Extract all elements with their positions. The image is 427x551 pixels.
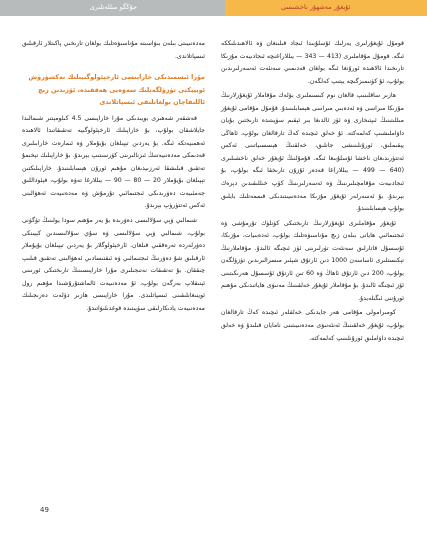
paragraph: قومۇل ئۇيغۇرلىرى يەرلىك ئۇسلۇبىدا ئىجاد قىلىنغان ۋە ئالاھىدىلىككە ئىگە. قومۇل مۇقاملىرى (413 — 343 — يىللار)غىچە ئىجادىيەت مۇزىكا تارىخىدا ئالاھىدە ئورۇنغا ئىگە بولغان قەدىمىي سەنئەت ئەسەرلىرىدىن بولۇپ، ئۇ كۈنىمىزگىچە يېتىپ كەلگەن. (221, 40, 405, 85)
section-heading: مۇرا ئىسمىدىكى خاراپىسى ئارخېئولوگىيىلىك تەكشۈرۈش ئوبيېكتى تۈزۈلگەنلىك سەۋەبى ھەققىدە، ئۆزىدىن زىچ ئاللىقاچان بولغانلىقى ئىسپاتلاندى (28, 73, 205, 107)
paragraph: ئۇيغۇر مۇقاملىرى ئۇيغۇرلارنىڭ تارىختىكى كۈنلۈك تۇرمۇشى ۋە ئىجتىمائىي ھاياتى بىلەن زىچ مۇناسىۋەتلىك بولۇپ، ئەدەبىيات، مۇزىكا، ئۇسسۇل قاتارلىق سەنئەت تۈرلىرىنى ئۆز ئىچىگە ئالىدۇ. مۇقاملارنىڭ تېكىستلىرى ئاساسەن 1000 دىن ئارتۇق شېئىر مىسرالىرىدىن تۈزۈلگەن بولۇپ، 200 دىن ئارتۇق ئاھاڭ ۋە 60 تىن ئارتۇق ئۇسسۇل ھەرىكىتىنى ئۆز ئىچىگە ئالىدۇ. بۇ مۇقاملار ئۇيغۇر خەلقىنىڭ مەنىۋى ھاياتىدىكى مۇھىم ئورۇننى ئىگىلەيدۇ. (221, 219, 405, 302)
paragraph: شىمالىي ۋېي سۇلالىسى دەۋرىدە بۇ يەر مۇھىم سودا يولىنىڭ تۈگۈنى بولۇپ، شىمالىي ۋېي سۇلالىسى ۋە سۇي سۇلالىسىدىن كېيىنكى دەۋرلەردە تەرەققىي قىلغان. ئارخېئولوگلار بۇ يەردىن تېپىلغان بۇيۇملار ئارقىلىق شۇ دەۋرنىڭ ئىجتىمائىي ۋە ئىقتىسادىي ئەھۋالىنى تەتقىق قىلىپ چىققان. بۇ تەتقىقات نەتىجىلىرى مۇرا خاراپىسىنىڭ تارىختىكى ئورنىنى ئېنىقلاپ بەرگەن بولۇپ، ئۇ مەدەنىيەت ئالماشتۇرۇشىدا مۇھىم رول ئوينىغانلىقىنى ئىسپاتلىدى. مۇرا خاراپىسى ھازىر دۆلەت دەرىجىلىك مەدەنىيەت يادىكارلىقى سۈپىتىدە قوغدىلىۋاتىدۇ. (22, 216, 205, 312)
paragraph: مەدەنىيىتى بىلەن بىۋاسىتە مۇناسىۋەتلىك بولغان تارىخىي پاكىتلار ئارقىلىق ئىسپاتلاندى. (22, 40, 205, 60)
paragraph: كومىرامولى مۇقامى ھەر جايدىكى خەلقلەر ئىچىدە كەڭ تارقالغان بولۇپ، ئۇيغۇر خەلقىنىڭ ئەنئەنىۋى مەدەنىيىتىنى نامايان قىلىدۇ ۋە خەلق ئىچىدە داۋاملىق ئورۇنلىنىپ كەلمەكتە. (221, 309, 404, 342)
page-number: 49 (40, 506, 49, 514)
header-bar-right (225, 0, 427, 16)
header-bar-left (0, 0, 225, 16)
right-text-column (221, 38, 404, 345)
paragraph: قەشقەر شەھىرى بويىدىكى مۇرا خاراپىسى 4.5 كىلومېتىر شىمالىدا جايلاشقان بولۇپ، بۇ خاراپىلىك ئارخېئولوگىيە تەتقىقاتىدا ئالاھىدە ئەھمىيەتكە ئىگە. بۇ يەردىن تېپىلغان بۇيۇملار ۋە ئىمارەت خارابىلىرى قەدىمكى مەدەنىيەتنىڭ ئىزنالىرىنى كۆرسىتىپ بېرىدۇ. بۇ خاراپىلىك تېخىمۇ تەتقىق قىلىشقا ئەرزىيدىغان مۇھىم ئورۇن ھېسابلىنىدۇ. خاراپىلىكتىن تېپىلغان بۇيۇملار 20 — 80 — 90 — يىللارغا تەۋە بولۇپ، فېئوداللىق جەمئىيەت دەۋرىدىكى ئىجتىمائىي تۇرمۇش ۋە مەدەنىيەت ئەھۋالىنى ئەكس ئەتتۈرۈپ بېرىدۇ. (22, 114, 205, 210)
paragraph: ھازىر ساقلىنىپ قالغان نوم كىسىملىرى بۆلەك مۇقاملار ئۇيغۇرلارنىڭ مۇزىكا مىراسى ۋە ئەدەبىي مىراسى ھېسابلىنىدۇ. قۇمۇل مۇقامى ئۇيغۇر مىللىتىنىڭ ئىپتىخارى ۋە ئۆز ئالدىغا بىر ئېقىم سۈپىتىدە تارىختىن بۇيان داۋاملىشىپ كەلمەكتە. ئۇ خەلق ئىچىدە كەڭ تارقالغان بولۇپ، ئاھاڭى يېقىملىق، ئورۇنلىنىشى جانلىق، خەلقنىڭ ھېسسىياتىنى ئەكس ئەتتۈرىدىغان ناخشا ئۇسلۇبىغا ئىگە. قۇمۇلنىڭ ئۇيغۇر خەلق ناخشىلىرى (640 — 499 — يىللار)غا قەدەر ئۇزۇن تارىخقا ئىگە بولۇپ، بۇ ئىجادىيەت مۇقامچىلىرىنىڭ ۋە ئەسەرلىرىنىڭ كۆپ خىللىقىدىن دېرەك بېرىدۇ. بۇ ئەسەرلەر ئۇيغۇر مۇزىكا مەدەنىيىتىدىكى قىممەتلىك بايلىق بولۇپ ھېسابلىنىدۇ. (221, 92, 404, 213)
header-right-title: ئۇيغۇر مەشھۇر ناخشىسى (281, 3, 351, 11)
left-text-column (22, 38, 205, 315)
header-left-title: جۇڭگو مىللەتلىرى (89, 3, 137, 11)
